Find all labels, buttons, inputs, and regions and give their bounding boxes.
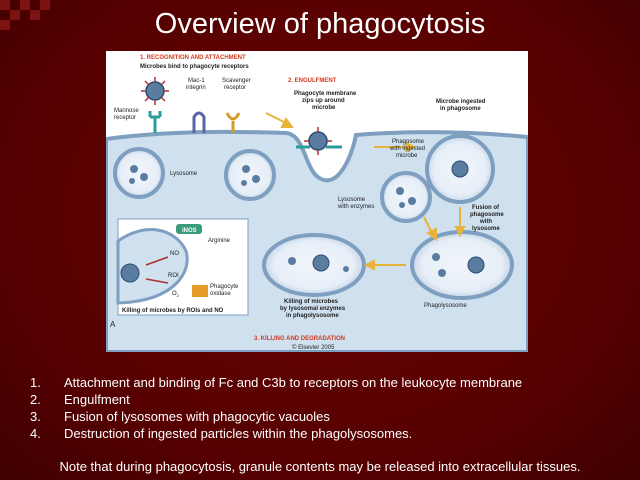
- phagocytosis-figure: [106, 51, 528, 352]
- step-item: 4. Destruction of ingested particles within the phagolysosomes.: [30, 426, 413, 441]
- label-membrane-3: microbe: [312, 105, 336, 111]
- lysosome-2: [226, 151, 274, 199]
- step-item: 3. Fusion of lysosomes with phagocytic vacuoles: [30, 409, 330, 424]
- section-killing: 3. KILLING AND DEGRADATION: [254, 336, 345, 342]
- label-roi: ROI: [168, 273, 179, 279]
- label-integrin: integrin: [186, 85, 206, 91]
- lysosome: [115, 149, 163, 197]
- label-fusion-3: with: [480, 219, 492, 225]
- label-no: NO: [170, 251, 179, 257]
- label-copyright: © Elsevier 2005: [292, 345, 335, 351]
- microbe: [141, 77, 169, 105]
- label-scavenger: Scavenger: [222, 78, 251, 84]
- label-arginine: Arginine: [208, 238, 231, 244]
- lysosome-with-enzymes: [382, 173, 430, 221]
- label-fusion-4: lysosome: [472, 226, 500, 232]
- label-ingested-2: in phagosome: [440, 106, 481, 112]
- label-phagosome-3: microbe: [396, 153, 418, 159]
- section-recognition: 1. RECOGNITION AND ATTACHMENT: [140, 55, 246, 61]
- scavenger-receptor: [227, 113, 239, 133]
- mac1-integrin: [194, 113, 204, 133]
- killing-phagolysosome: [264, 235, 364, 295]
- step-item: 1. Attachment and binding of Fc and C3b to receptors on the leukocyte membrane: [30, 375, 523, 390]
- label-scavenger-receptor: receptor: [224, 85, 247, 91]
- label-o2: $O_2$: [172, 291, 179, 298]
- label-lyso-enzymes-1: Lysosome: [338, 197, 366, 203]
- footnote: Note that during phagocytosis, granule contents may be released into extracellular tissues.: [59, 459, 581, 474]
- mannose-receptor: [150, 111, 160, 133]
- label-panel: A: [110, 320, 116, 329]
- label-oxidase: oxidase: [210, 291, 231, 297]
- section-engulfment: 2. ENGULFMENT: [288, 78, 337, 84]
- label-ingested-1: Microbe ingested: [436, 99, 486, 105]
- label-mac1: Mac-1: [188, 78, 205, 84]
- label-killing-3: in phagolysosome: [286, 313, 339, 319]
- phagosome-ingested: [427, 136, 493, 202]
- label-inset-caption: Killing of microbes by ROIs and NO: [122, 308, 224, 314]
- steps-list: [30, 374, 522, 442]
- label-inos: iNOS: [182, 228, 197, 234]
- label-lysosome: Lysosome: [170, 171, 198, 177]
- label-phagocyte: Phagocyte: [210, 284, 239, 290]
- phagolysosome: [412, 232, 512, 298]
- label-phagolysosome: Phagolysosome: [424, 303, 467, 309]
- label-killing-2: by lysosomal enzymes: [280, 306, 346, 312]
- step-item: 2. Engulfment: [30, 392, 130, 407]
- slide-title: Overview of phagocytosis: [154, 8, 486, 40]
- label-lyso-enzymes-2: with enzymes: [338, 204, 375, 210]
- label-phagosome-2: with ingested: [390, 146, 426, 152]
- phagocytosis-diagram: [106, 51, 528, 352]
- label-microbes-bind: Microbes bind to phagocyte receptors: [140, 64, 249, 70]
- label-phagosome-1: Phagosome: [392, 139, 425, 145]
- label-killing-1: Killing of microbes: [284, 299, 339, 305]
- label-mannose-receptor: receptor: [114, 115, 137, 121]
- label-fusion-1: Fusion of: [472, 205, 499, 211]
- label-membrane-2: zips up around: [302, 98, 345, 104]
- label-membrane-1: Phagocyte membrane: [294, 91, 357, 97]
- label-mannose: Mannose: [114, 108, 139, 114]
- microbe-engulfing: [304, 127, 332, 155]
- label-fusion-2: phagosome: [470, 212, 504, 218]
